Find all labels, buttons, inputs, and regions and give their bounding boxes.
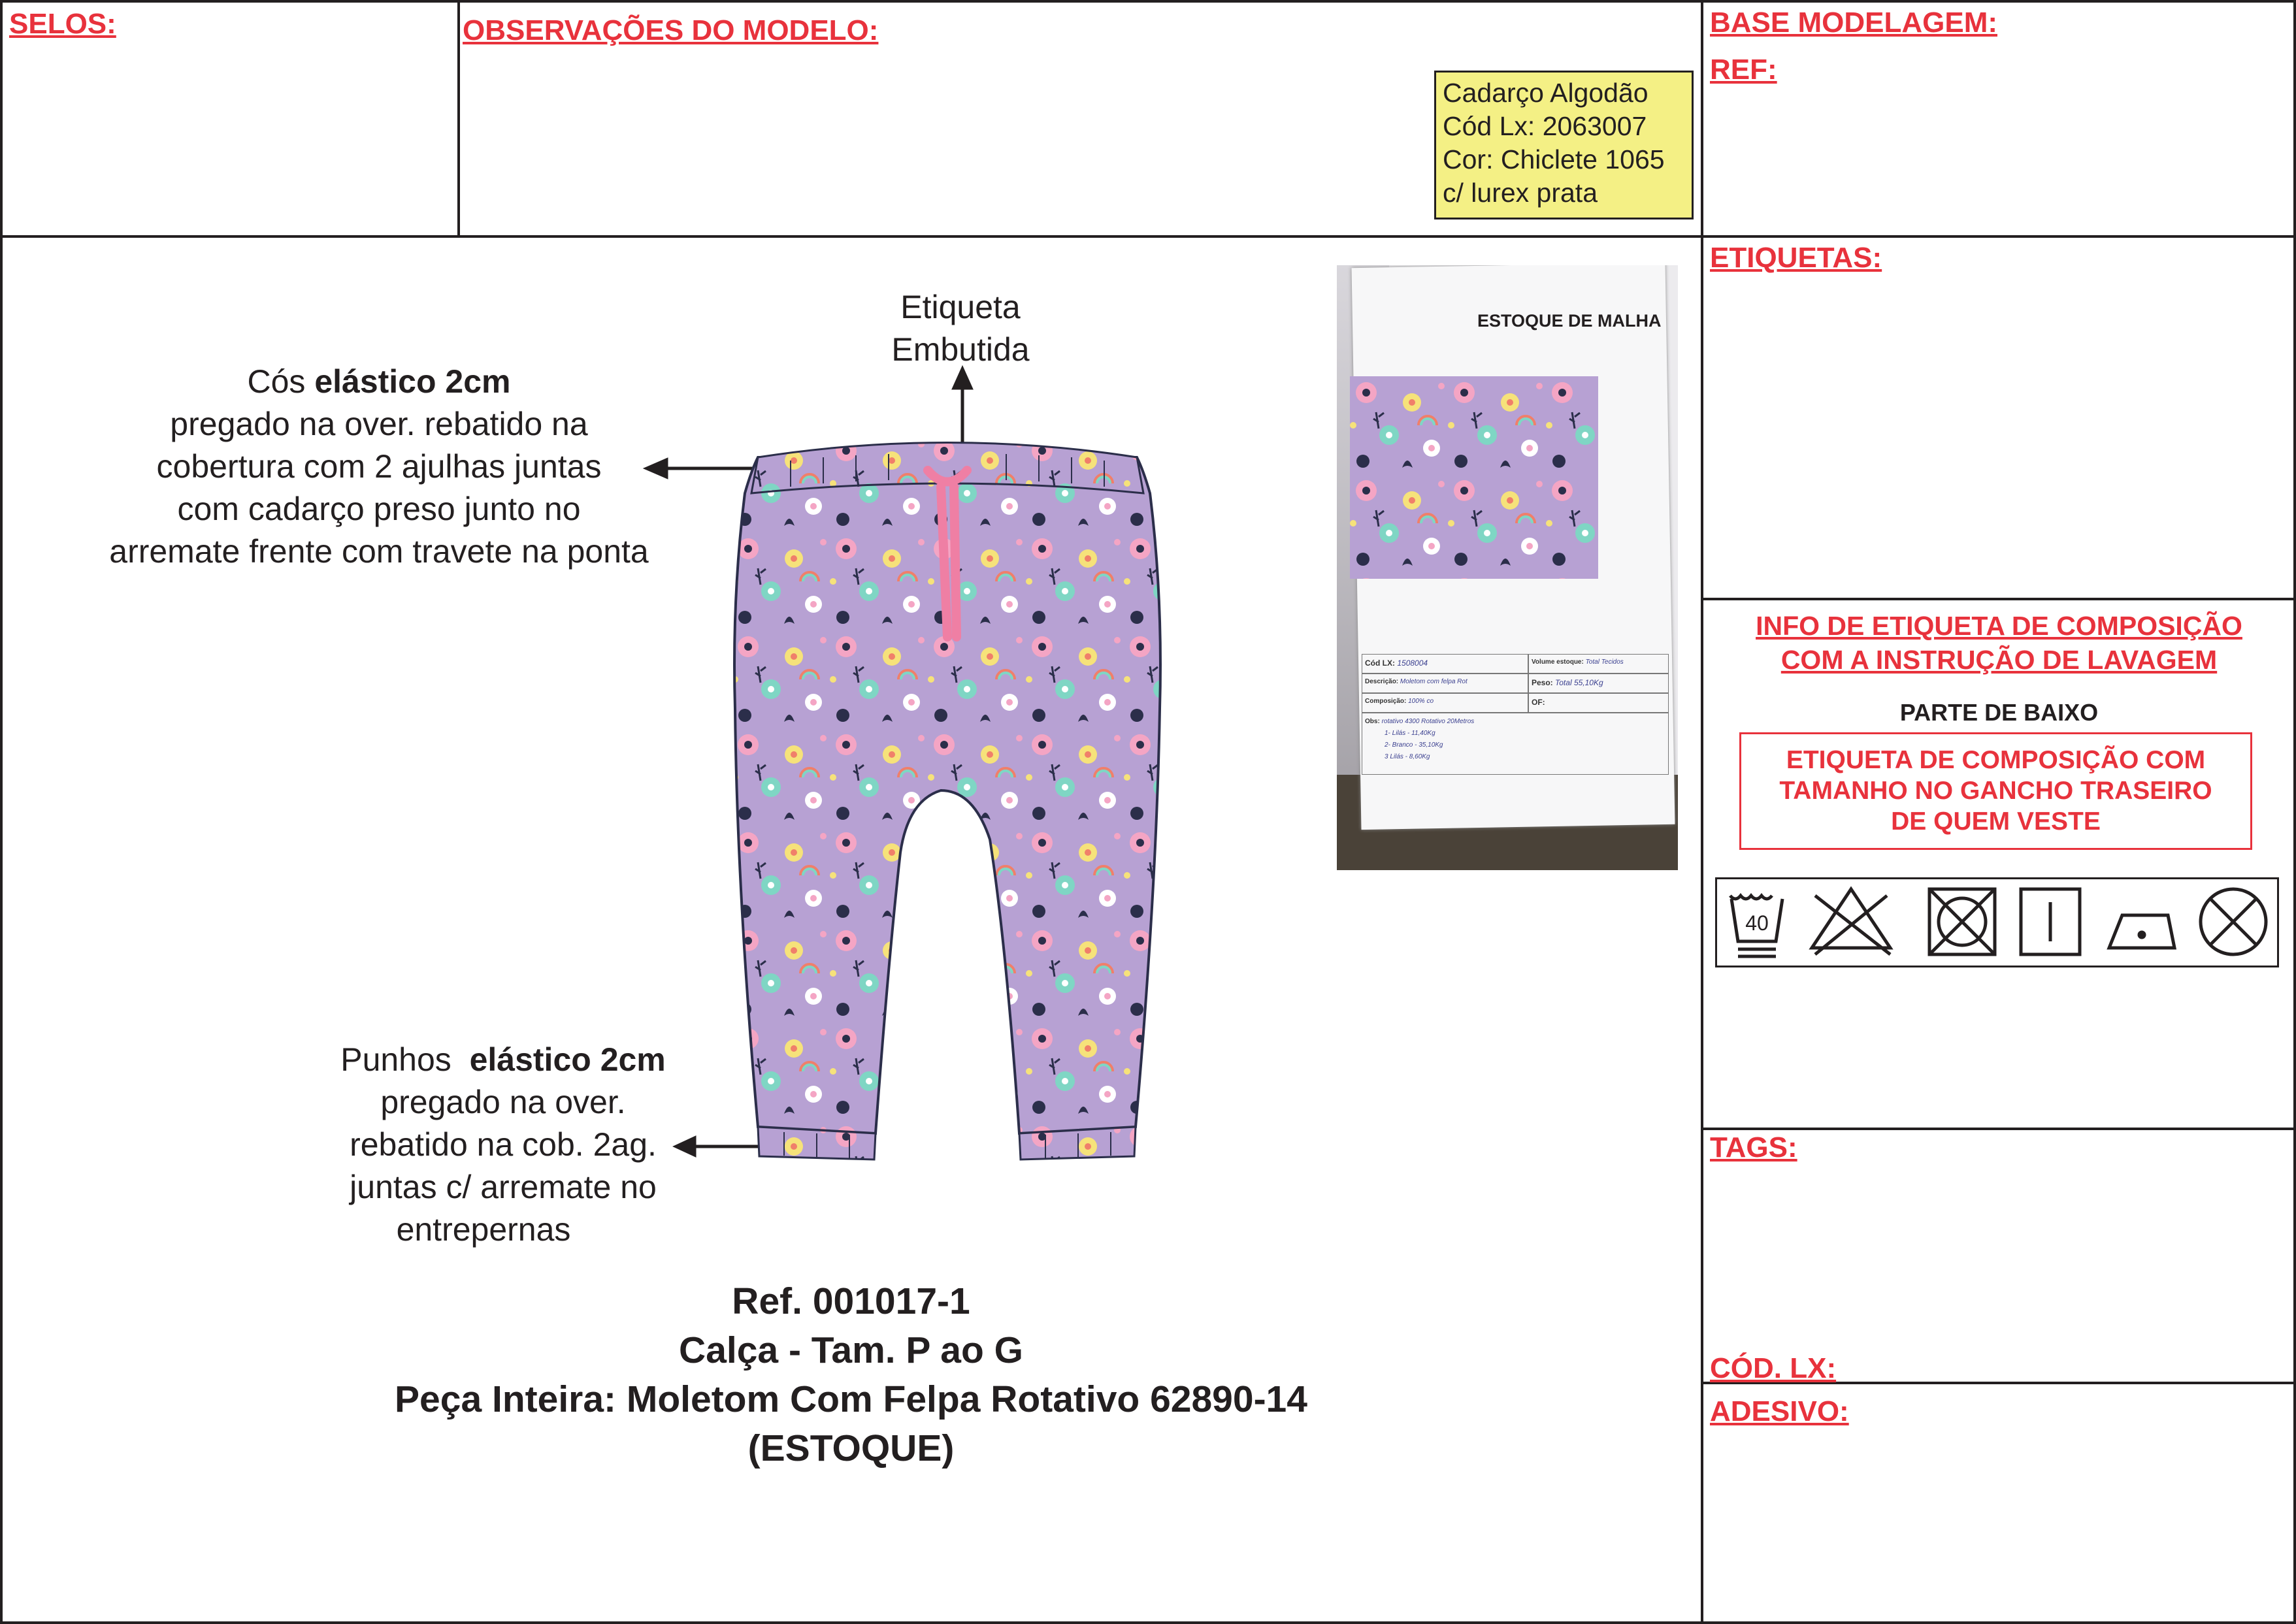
- main-title: [0, 1277, 1702, 1473]
- tags-label: TAGS:: [1710, 1131, 1797, 1163]
- header-divider: [0, 235, 1702, 238]
- form-value: Total 55,10Kg: [1555, 678, 1603, 687]
- fabric-swatch: [1350, 376, 1598, 579]
- punhos-annotation: [294, 1039, 712, 1251]
- line-dry-icon: [2021, 889, 2080, 954]
- form-value: Total Tecidos: [1585, 658, 1624, 666]
- note-line: Cadarço Algodão: [1443, 78, 1648, 108]
- base-modelagem-label: BASE MODELAGEM:: [1710, 7, 1997, 39]
- form-label: Descrição:: [1365, 678, 1399, 685]
- form-value: 3 Lilás - 8,60Kg: [1385, 753, 1430, 760]
- annotation-line: Etiqueta: [900, 289, 1021, 325]
- composicao-box: [1739, 732, 2252, 850]
- annotation-prefix: Cós: [247, 363, 315, 400]
- annotation-line: com cadarço preso junto no: [177, 491, 581, 527]
- annotation-line: [46, 361, 712, 403]
- annotation-bold: elástico 2cm: [469, 1041, 666, 1078]
- wash-symbols: [1717, 879, 2277, 966]
- annotation-line: cobertura com 2 ajulhas juntas: [156, 448, 602, 485]
- form-value: rotativo 4300 Rotativo 20Metros: [1381, 718, 1475, 725]
- annotation-prefix: Punhos: [340, 1041, 470, 1078]
- no-bleach-icon: [1812, 889, 1890, 954]
- annotation-line: entrepernas: [396, 1211, 571, 1248]
- no-dry-clean-icon: [2201, 889, 2266, 954]
- form-label: Cód LX:: [1365, 658, 1395, 668]
- red-box-line: DE QUEM VESTE: [1891, 807, 2101, 836]
- annotation-line: pregado na over.: [380, 1084, 626, 1120]
- red-box-line: ETIQUETA DE COMPOSIÇÃO COM: [1786, 746, 2206, 774]
- pants-illustration: [732, 434, 1228, 1166]
- etiqueta-annotation: [869, 286, 1052, 371]
- annotation-line: rebatido na cob. 2ag.: [350, 1126, 657, 1163]
- annotation-line: pregado na over. rebatido na: [170, 406, 588, 442]
- right-divider-3: [1702, 1128, 2296, 1130]
- title-line: Peça Inteira: Moletom Com Felpa Rotativo 62890-14: [395, 1378, 1307, 1420]
- note-line: Cor: Chiclete 1065: [1443, 144, 1665, 174]
- form-label: Obs:: [1365, 718, 1380, 725]
- form-label: Composição:: [1365, 698, 1407, 705]
- iron-low-icon: [2109, 915, 2174, 948]
- annotation-bold: elástico 2cm: [314, 363, 511, 400]
- title-line: Ref. 001017-1: [732, 1280, 970, 1322]
- right-divider-2: [1702, 598, 2296, 600]
- info-line: COM A INSTRUÇÃO DE LAVAGEM: [1780, 645, 2218, 675]
- adesivo-label: ADESIVO:: [1710, 1395, 1849, 1427]
- observacoes-label: OBSERVAÇÕES DO MODELO:: [463, 14, 879, 46]
- form-value: 100% co: [1408, 698, 1434, 705]
- note-line: c/ lurex prata: [1443, 178, 1598, 208]
- annotation-line: [294, 1039, 712, 1081]
- form-label: Volume estoque:: [1532, 658, 1584, 666]
- form-value: 2- Branco - 35,10Kg: [1385, 741, 1443, 749]
- note-line: Cód Lx: 2063007: [1443, 111, 1647, 141]
- ref-label: REF:: [1710, 54, 1777, 86]
- drawstring-note: [1434, 71, 1694, 219]
- form-value: 1508004: [1397, 658, 1428, 668]
- wash-symbols-panel: [1715, 877, 2279, 967]
- selos-label: SELOS:: [9, 8, 116, 40]
- form-value: Moletom com felpa Rot: [1400, 678, 1468, 685]
- red-box-line: TAMANHO NO GANCHO TRASEIRO: [1779, 777, 2212, 805]
- form-value: 1- Lilás - 11,40Kg: [1385, 730, 1435, 737]
- wash-temp: 40: [1745, 911, 1769, 935]
- no-tumble-dry-icon: [1929, 889, 1995, 954]
- annotation-line: arremate frente com travete na ponta: [109, 533, 649, 570]
- wash-40-icon: [1730, 896, 1782, 956]
- annotation-line: Embutida: [891, 331, 1030, 368]
- selos-divider: [457, 0, 460, 236]
- title-line: (ESTOQUE): [747, 1427, 955, 1469]
- form-title: ESTOQUE DE MALHA: [1477, 311, 1662, 331]
- parte-de-baixo-label: PARTE DE BAIXO: [1899, 699, 2099, 726]
- form-label: Peso:: [1532, 678, 1553, 687]
- info-etiqueta-title: [1702, 609, 2296, 677]
- right-divider-1: [1702, 235, 2296, 238]
- form-label: OF:: [1532, 698, 1545, 707]
- annotation-line: juntas c/ arremate no: [350, 1169, 657, 1205]
- fabric-photo: [1337, 265, 1678, 870]
- title-line: Calça - Tam. P ao G: [679, 1329, 1023, 1371]
- cos-annotation: [46, 361, 712, 573]
- etiquetas-label: ETIQUETAS:: [1710, 242, 1882, 274]
- cod-lx-label: CÓD. LX:: [1710, 1352, 1837, 1384]
- info-line: INFO DE ETIQUETA DE COMPOSIÇÃO: [1756, 611, 2242, 641]
- stock-form: [1362, 654, 1669, 778]
